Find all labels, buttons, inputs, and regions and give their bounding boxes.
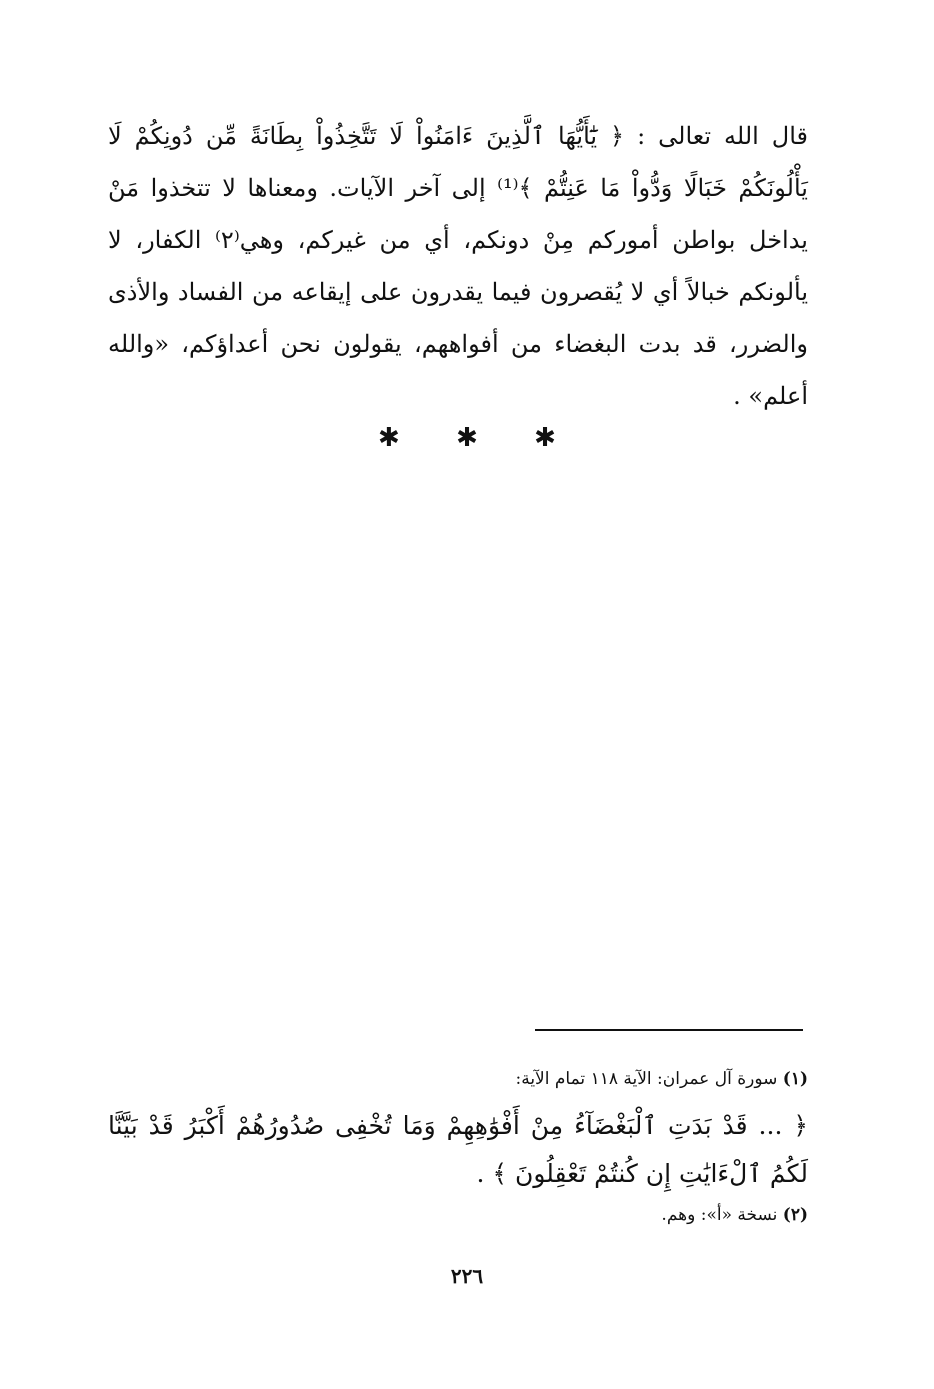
footnote-2-number: (٢) [782, 1205, 808, 1225]
page-number: ٢٢٦ [450, 1264, 484, 1288]
main-text-block [108, 110, 808, 422]
footnote-2-text: نسخة «أ»: وهم. [661, 1205, 778, 1225]
section-separator: ✱ ✱ ✱ [378, 423, 556, 453]
footnote-1-verse: ﴿ ... قَدْ بَدَتِ ٱلْبَغْضَآءُ مِنْ أَفْوَٰهِهِمْ وَمَا تُخْفِى صُدُورُهُمْ أَكْبَرُ قَدْ بَيَّنَّا لَكُمُ ٱلْءَايَٰتِ إِن كُنتُمْ تَعْقِلُونَ ﴾ . [108, 1111, 808, 1188]
footnote-1-text: سورة آل عمران: الآية ١١٨ تمام الآية: [515, 1069, 778, 1089]
body-paragraph: قال الله تعالى : ﴿ يَٰٓأَيُّهَا ٱلَّذِينَ ءَامَنُواْ لَا تَتَّخِذُواْ بِطَانَةً مِّن دُونِكُمْ لَا يَأْلُونَكُمْ خَبَالًا وَدُّواْ مَا عَنِتُّمْ ﴾⁽¹⁾ إلى آخر الآيات. ومعناها لا تتخذوا مَنْ يداخل بواطن أموركم مِنْ دونكم، أي من غيركم، وهي⁽٢⁾ الكفار، لا يألونكم خبالاً أي لا يُقصرون فيما يقدرون على إيقاعه من الفساد والأذى والضرر، قد بدت البغضاء من أفواههم، يقولون نحن أعداؤكم، «والله أعلم» . [108, 122, 809, 410]
footnote-2 [108, 1198, 808, 1232]
footnote-1-number: (١) [782, 1069, 808, 1089]
footnote-1 [108, 1062, 808, 1096]
footnote-divider [535, 1029, 803, 1031]
footnotes-block [108, 1062, 808, 1232]
